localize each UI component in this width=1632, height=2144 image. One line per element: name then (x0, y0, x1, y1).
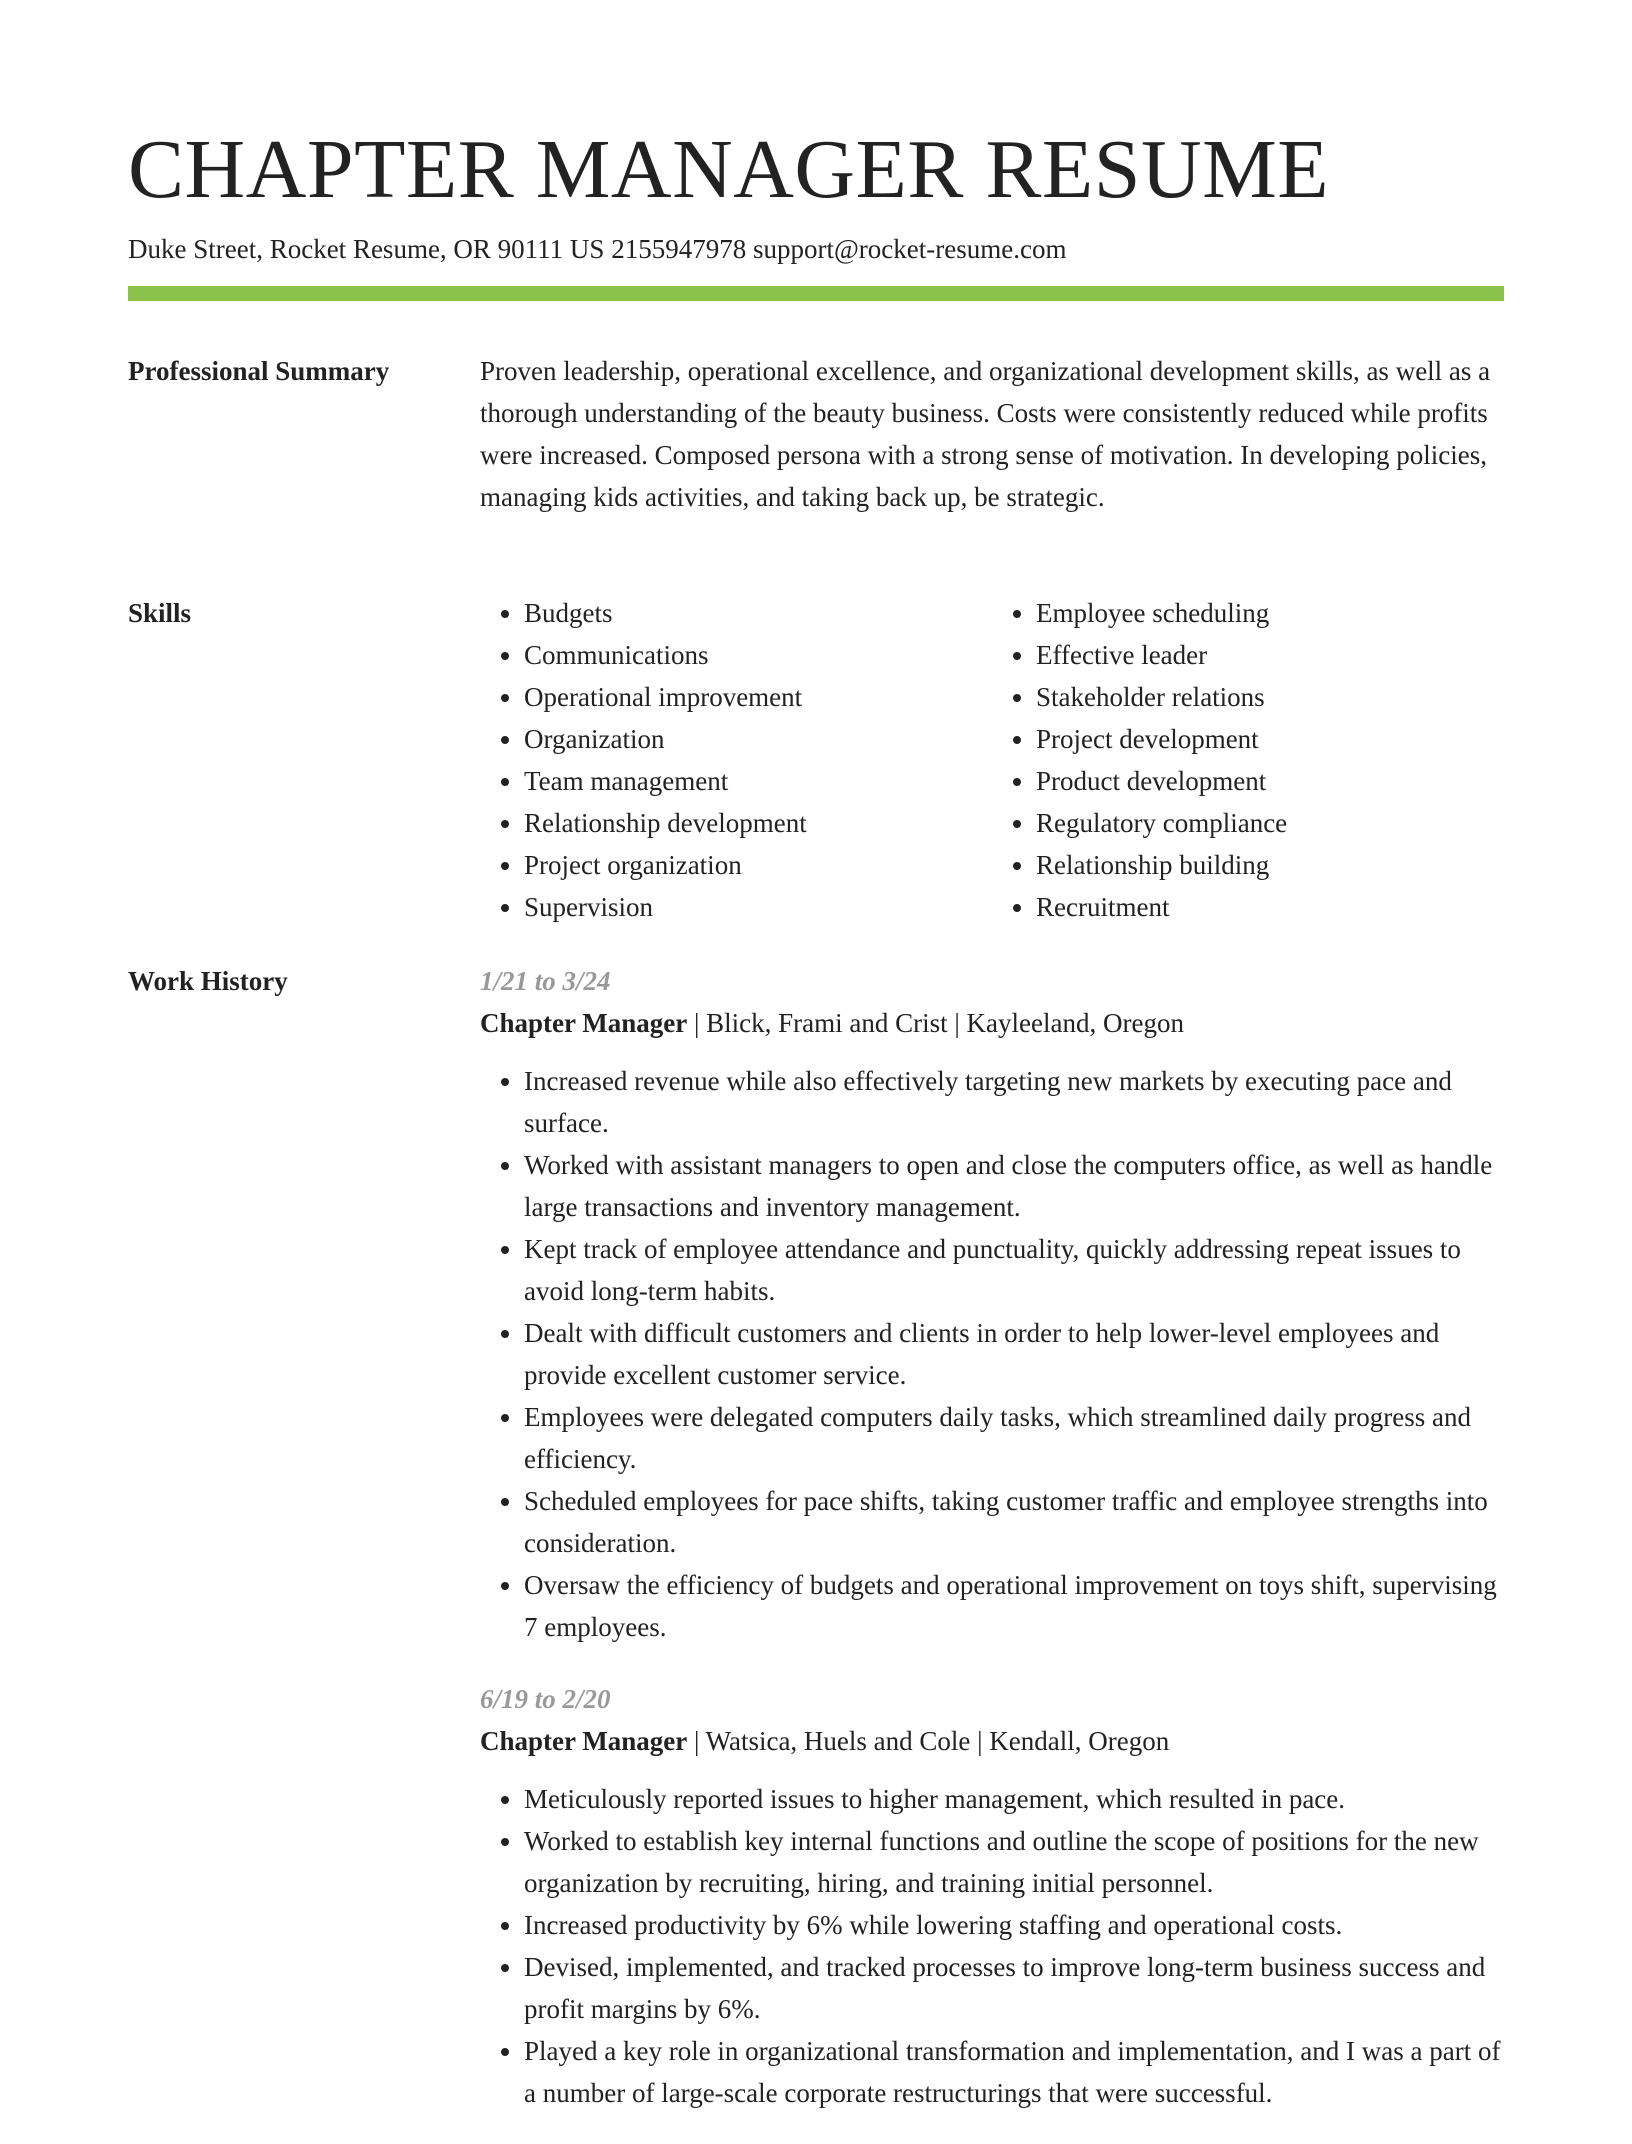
resume-title: CHAPTER MANAGER RESUME (128, 123, 1330, 216)
job-bullet-list (480, 1778, 1504, 2114)
header-accent-rule (128, 286, 1504, 301)
job-bullet: • Dealt with difficult customers and clients in order to help lower-level employees and provide excellent customer service. (524, 1312, 1504, 1396)
skill-item: • Budgets (524, 592, 992, 634)
skill-item: • Communications (524, 634, 992, 676)
skill-item: • Organization (524, 718, 992, 760)
skill-item: • Operational improvement (524, 676, 992, 718)
skill-item: • Employee scheduling (1036, 592, 1504, 634)
skills-list-left (480, 592, 992, 928)
job-bullet: • Devised, implemented, and tracked processes to improve long-term business success and profit margins by 6%. (524, 1946, 1504, 2030)
skill-item: • Regulatory compliance (1036, 802, 1504, 844)
job-entry (480, 1678, 1504, 2114)
skill-item: • Project organization (524, 844, 992, 886)
summary-body (480, 350, 1504, 518)
skill-item: • Product development (1036, 760, 1504, 802)
job-bullet: • Scheduled employees for pace shifts, taking customer traffic and employee strengths into consideration. (524, 1480, 1504, 1564)
skills-list-right (992, 592, 1504, 928)
job-dates: 6/19 to 2/20 (480, 1684, 611, 1714)
skills-label: Skills (128, 598, 192, 628)
skill-item: • Supervision (524, 886, 992, 928)
job-bullet: • Meticulously reported issues to higher management, which resulted in pace. (524, 1778, 1504, 1820)
job-title: Chapter Manager (480, 1008, 688, 1038)
skills-columns (480, 592, 1504, 928)
job-bullet: • Employees were delegated computers daily tasks, which streamlined daily progress and efficiency. (524, 1396, 1504, 1480)
job-header (480, 1720, 1504, 1762)
job-bullet: • Kept track of employee attendance and punctuality, quickly addressing repeat issues to avoid long-term habits. (524, 1228, 1504, 1312)
summary-text: Proven leadership, operational excellence, and organizational development skills, as well as a thorough understanding of the beauty business. Costs were consistently reduced while profits were increased. Composed persona with a strong sense of motivation. In developing policies, managing kids activities, and taking back up, be strategic. (480, 356, 1491, 512)
work-history-body (480, 960, 1504, 2144)
skill-item: • Stakeholder relations (1036, 676, 1504, 718)
job-entry (480, 960, 1504, 1648)
job-bullet: • Worked with assistant managers to open and close the computers office, as well as handle large transactions and inventory management. (524, 1144, 1504, 1228)
job-bullet-list (480, 1060, 1504, 1648)
skills-body (480, 592, 1504, 928)
job-bullet: • Oversaw the efficiency of budgets and operational improvement on toys shift, supervising 7 employees. (524, 1564, 1504, 1648)
job-title: Chapter Manager (480, 1726, 688, 1756)
job-bullet: • Played a key role in organizational transformation and implementation, and I was a part of a number of large-scale corporate restructurings that were successful. (524, 2030, 1504, 2114)
job-bullet: • Increased productivity by 6% while lowering staffing and operational costs. (524, 1904, 1504, 1946)
job-dates: 1/21 to 3/24 (480, 966, 611, 996)
skill-item: • Recruitment (1036, 886, 1504, 928)
skill-item: • Project development (1036, 718, 1504, 760)
skill-item: • Team management (524, 760, 992, 802)
job-bullet: • Increased revenue while also effectively targeting new markets by executing pace and surface. (524, 1060, 1504, 1144)
skill-item: • Relationship building (1036, 844, 1504, 886)
skill-item: • Relationship development (524, 802, 992, 844)
job-bullet: • Worked to establish key internal functions and outline the scope of positions for the new organization by recruiting, hiring, and training initial personnel. (524, 1820, 1504, 1904)
job-employer-location: | Blick, Frami and Crist | Kayleeland, Oregon (687, 1008, 1184, 1038)
job-header (480, 1002, 1504, 1044)
summary-label: Professional Summary (128, 356, 390, 386)
work-history-label: Work History (128, 966, 288, 996)
job-employer-location: | Watsica, Huels and Cole | Kendall, Oregon (687, 1726, 1170, 1756)
skill-item: • Effective leader (1036, 634, 1504, 676)
contact-line: Duke Street, Rocket Resume, OR 90111 US 2155947978 support@rocket-resume.com (128, 234, 1067, 264)
